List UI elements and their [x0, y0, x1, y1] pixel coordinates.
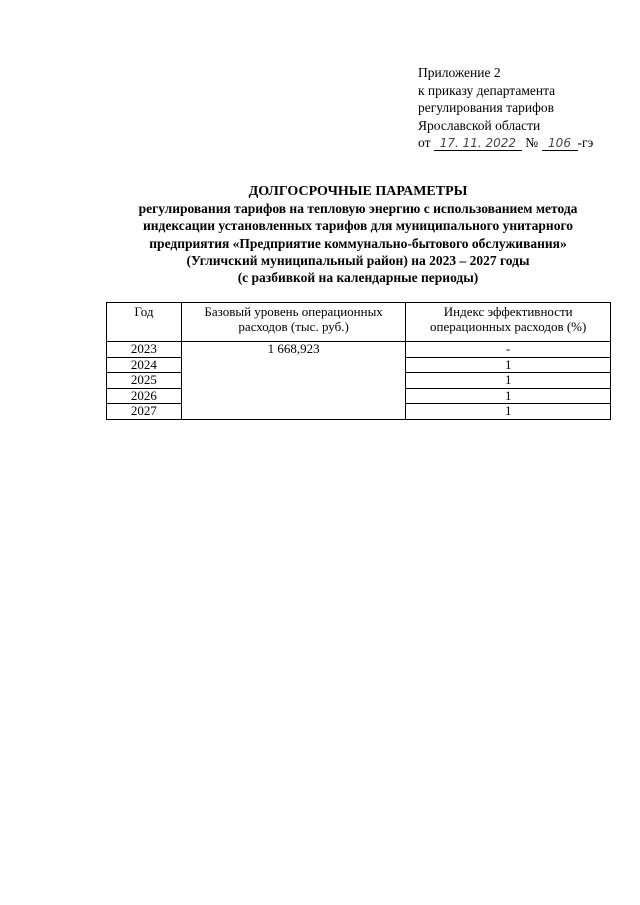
title-main: ДОЛГОСРОЧНЫЕ ПАРАМЕТРЫ: [248, 184, 468, 199]
index-cell: 1: [406, 388, 611, 404]
title-line: индексации установленных тарифов для муниципального унитарного: [142, 218, 574, 234]
header-year: Год: [107, 303, 182, 342]
appendix-title: Приложение 2: [418, 65, 501, 80]
from-label: от: [418, 135, 431, 150]
appendix-date-line: [418, 134, 618, 152]
header-efficiency-index: Индекс эффективности операционных расходов (%): [406, 303, 611, 342]
appendix-region: Ярославской области: [418, 117, 541, 133]
base-level-value: 1 668,923: [181, 342, 406, 420]
title-line: (с разбивкой на календарные периоды): [237, 270, 479, 286]
appendix-department: регулирования тарифов: [418, 100, 555, 115]
year-cell: 2025: [107, 373, 182, 389]
year-cell: 2027: [107, 404, 182, 420]
index-cell: 1: [406, 357, 611, 373]
appendix-block: [418, 64, 618, 152]
header-base-level: Базовый уровень операционных расходов (тыс. руб.): [181, 303, 406, 342]
handwritten-number: 106: [542, 136, 578, 151]
index-cell: -: [406, 342, 611, 358]
table-header-row: [107, 303, 611, 342]
title-line: регулирования тарифов на тепловую энергию с использованием метода: [138, 201, 578, 217]
appendix-order-ref: к приказу департамента: [418, 82, 556, 98]
title-line: (Угличский муниципальный район) на 2023 – 2027 годы: [186, 252, 530, 268]
year-cell: 2024: [107, 357, 182, 373]
handwritten-date: 17. 11. 2022: [434, 136, 522, 151]
title-line: предприятия «Предприятие коммунально-бытового обслуживания»: [149, 235, 567, 251]
parameters-table: [106, 302, 611, 420]
number-suffix: -гэ: [577, 135, 594, 150]
number-label: №: [525, 135, 539, 150]
year-cell: 2023: [107, 342, 182, 358]
index-cell: 1: [406, 373, 611, 389]
index-cell: 1: [406, 404, 611, 420]
table-row: [107, 342, 611, 358]
year-cell: 2026: [107, 388, 182, 404]
document-title: [96, 183, 620, 286]
